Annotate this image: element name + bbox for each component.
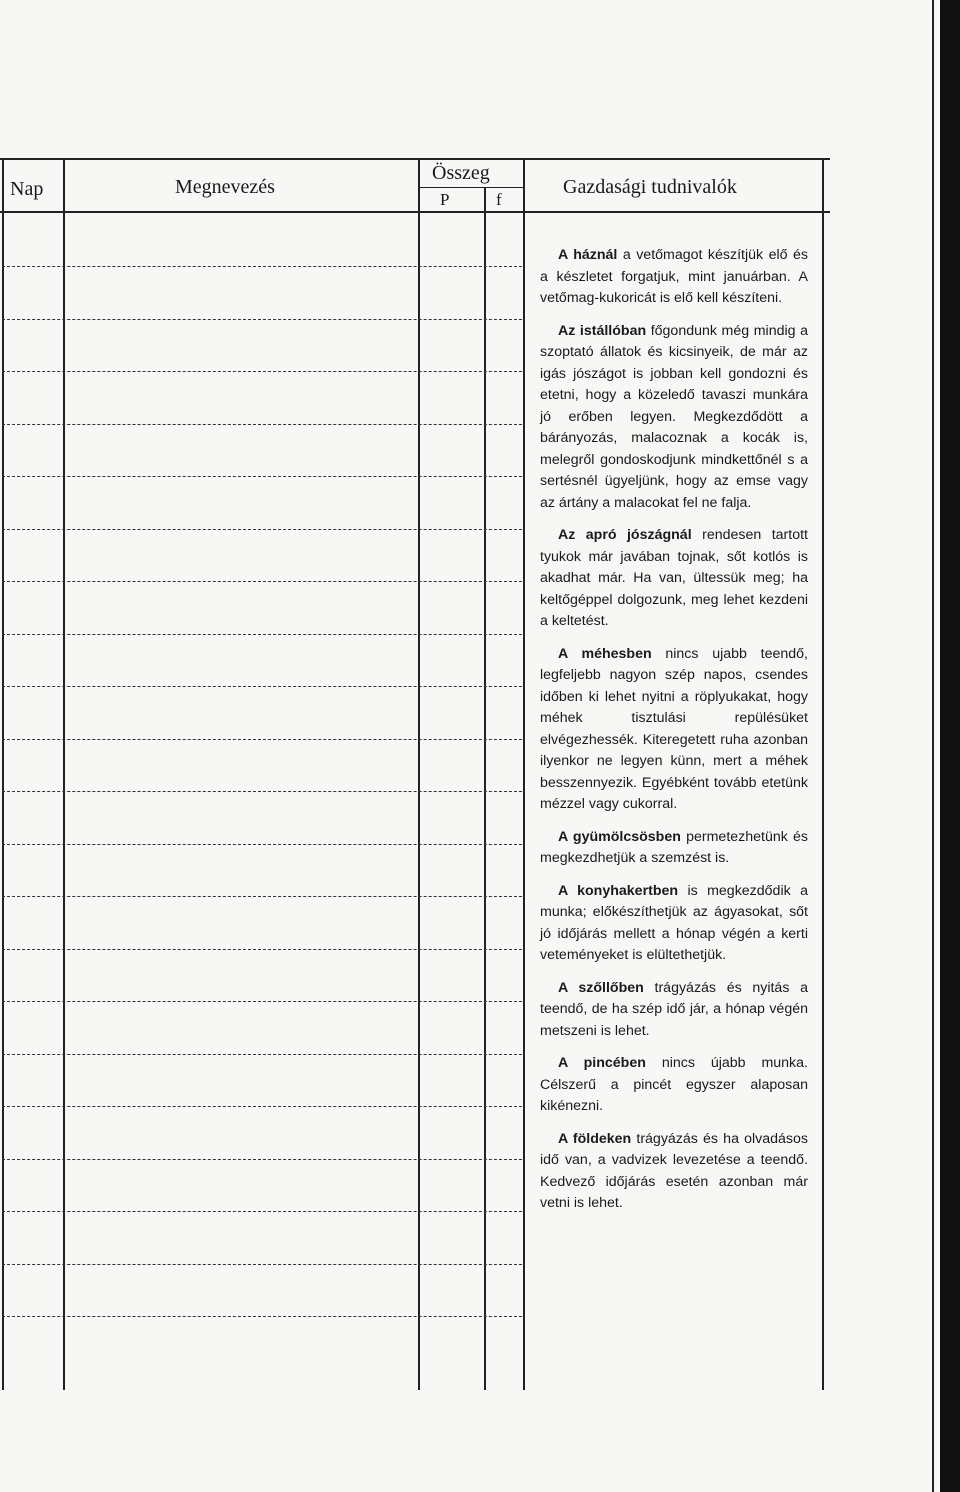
ruled-line xyxy=(2,1001,522,1002)
note-text: nincs ujabb teendő, legfeljebb nagyon szép napos, csendes időben ki lehet nyitni a röplyukakat, hogy méhek tisztulási repülésüket elvégezhessék. Kiteregetett ruha azonban ilyenkor ne legyen künn, mert a méhek besszennyezik. Egyébként tovább etetünk mézzel vagy cukorral. xyxy=(540,645,809,812)
header-megnevezes: Megnevezés xyxy=(175,176,275,198)
ruled-line xyxy=(2,266,522,267)
note-heading: Az istállóban xyxy=(558,322,647,339)
note-paragraph xyxy=(540,1053,808,1118)
ruled-line xyxy=(2,371,522,372)
note-heading: A konyhakertben xyxy=(558,882,679,899)
col-megnevezes-divider xyxy=(418,158,420,1390)
note-paragraph xyxy=(540,978,808,1043)
ruled-line xyxy=(2,1159,522,1160)
col-p-divider xyxy=(484,188,486,1390)
ruled-line xyxy=(2,739,522,740)
note-paragraph xyxy=(540,881,808,967)
page-edge-bar xyxy=(940,0,960,1492)
note-text: trágyázás és ha olvadásos idő van, a vadvizek levezetése a teendő. Kedvező időjárás esetén azonban már vetni is lehet. xyxy=(540,1130,808,1211)
note-text: trágyázás és nyitás a teendő, de ha szép idő jár, a hónap végén metszeni is lehet. xyxy=(540,979,808,1039)
table-top-rule xyxy=(0,158,830,160)
note-heading: A pincében xyxy=(558,1055,646,1071)
table-left-border xyxy=(2,158,4,1390)
ruled-line xyxy=(2,1106,522,1107)
note-paragraph xyxy=(540,321,808,515)
ruled-line xyxy=(2,424,522,425)
note-heading: A földeken xyxy=(558,1130,632,1147)
note-paragraph xyxy=(540,827,808,870)
note-heading: A méhesben xyxy=(558,645,652,662)
ruled-line xyxy=(2,1316,522,1317)
col-osszeg-divider xyxy=(523,158,525,1390)
osszeg-underline xyxy=(418,187,524,188)
note-paragraph xyxy=(540,1129,808,1215)
header-p: P xyxy=(440,190,450,209)
page-edge-line xyxy=(932,0,934,1492)
table-right-border xyxy=(822,158,824,1390)
note-text: főgondunk még mindig a szoptató állatok és kicsinyeik, de már az igás jószágot is jobban kell gondozni és etetni, hogy a közeledő tavaszi munkára jó erőben legyen. Megkezdődött a bárányozás, malacoznak a kocák is, melegről gondoskodjunk mindkettőnél s a sertésnél ügyeljünk, hogy az emse vagy az ártány a malacokat fel ne falja. xyxy=(540,322,808,511)
note-text: a vetőmagot készítjük elő és a készletet forgatjuk, mint januárban. A vetőmag-kukoricát is elő kell készíteni. xyxy=(540,247,808,306)
header-gazdasagi: Gazdasági tudnivalók xyxy=(563,176,737,198)
ruled-line xyxy=(2,791,522,792)
note-heading: A gyümölcsösben xyxy=(558,828,681,845)
table-header-rule xyxy=(0,211,830,213)
note-heading: Az apró jószágnál xyxy=(558,527,692,543)
ruled-line xyxy=(2,1054,522,1055)
note-text: nincs újabb munka. Célszerű a pincét egyszer alaposan kikénezni. xyxy=(540,1055,808,1114)
gazdasagi-notes xyxy=(540,245,808,1226)
page-edge-gap xyxy=(936,0,940,1492)
note-text: permetezhetünk és megkezdhetjük a szemzést is. xyxy=(540,828,809,866)
ruled-line xyxy=(2,476,522,477)
ruled-line xyxy=(2,949,522,950)
note-text: is megkezdődik a munka; előkészíthetjük az ágyasokat, sőt jó időjárás mellett a hónap végén a kerti veteményeket is elültethetjük. xyxy=(540,882,808,963)
ruled-line xyxy=(2,634,522,635)
header-osszeg: Összeg xyxy=(432,162,490,184)
note-paragraph xyxy=(540,245,808,310)
note-paragraph xyxy=(540,525,808,633)
ruled-line xyxy=(2,686,522,687)
ruled-line xyxy=(2,1211,522,1212)
ruled-line xyxy=(2,581,522,582)
note-paragraph xyxy=(540,644,808,816)
header-nap: Nap xyxy=(10,178,44,200)
col-nap-divider xyxy=(63,158,65,1390)
ruled-line xyxy=(2,1264,522,1265)
header-f: f xyxy=(496,190,502,209)
ruled-line xyxy=(2,529,522,530)
note-heading: A szőllőben xyxy=(558,979,644,996)
ruled-line xyxy=(2,844,522,845)
note-heading: A háznál xyxy=(558,247,618,263)
ruled-line xyxy=(2,319,522,320)
note-text: rendesen tartott tyukok már javában tojnak, sőt kotlós is akadhat már. Ha van, ültessük meg; ha keltőgéppel dolgozunk, meg lehet kezdeni a keltetést. xyxy=(540,527,808,629)
ruled-line xyxy=(2,896,522,897)
